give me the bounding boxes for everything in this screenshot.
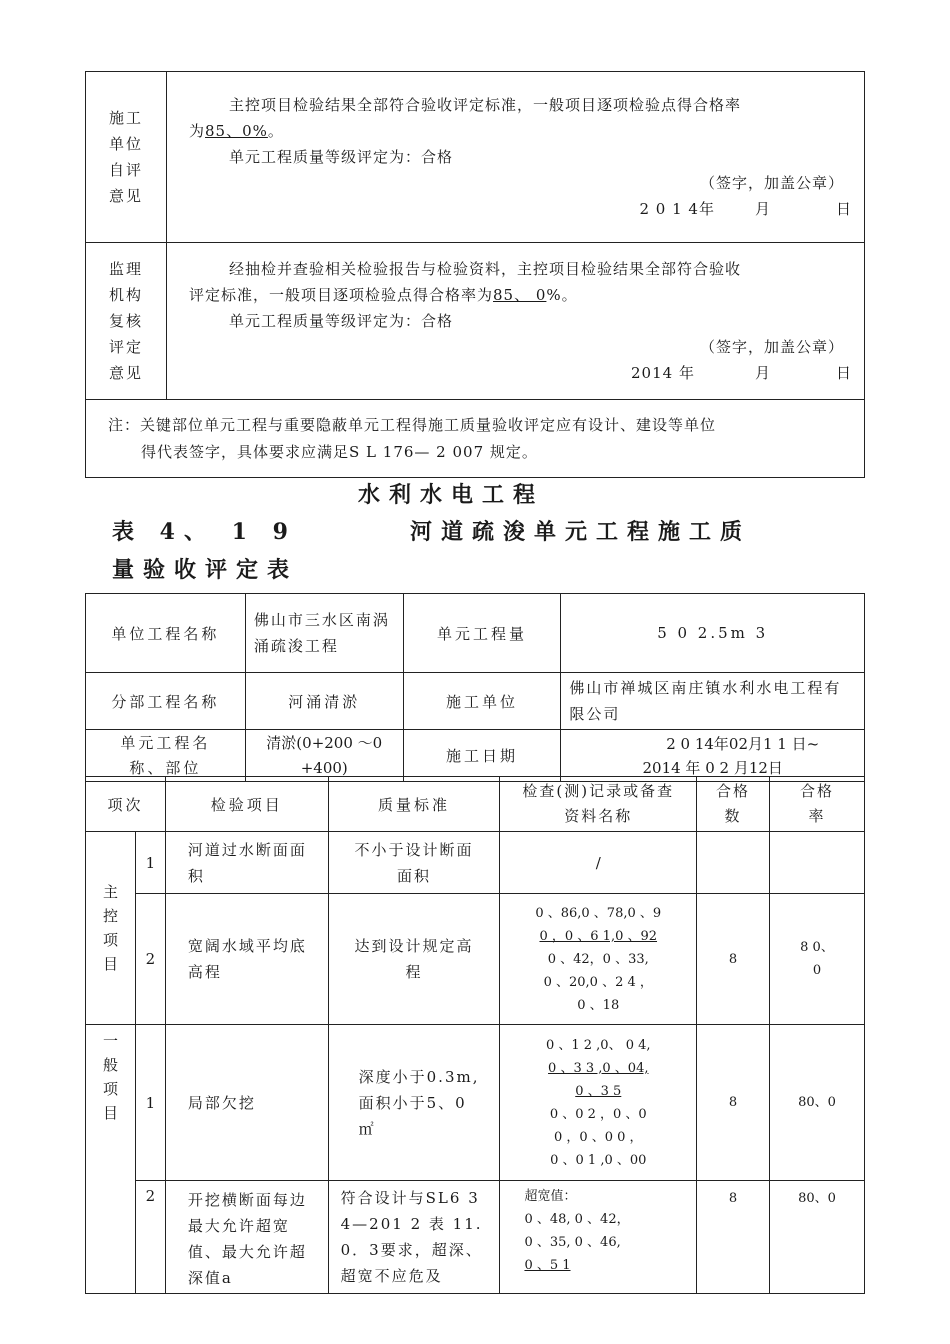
supervision-opinion: 经抽检并查验相关检验报告与检验资料，主控项目检验结果全部符合验收 评定标准，一般项目逐项检验点得合格率为85、 0%。 单元工程质量等级评定为：合格 （签字，加盖公章） 2014 年 月 日 [167, 243, 865, 400]
header-item: 检验项目 [165, 777, 328, 832]
header-count: 合格数 [697, 777, 770, 832]
record: / [500, 832, 697, 894]
heading-title-a: 河道疏浚单元工程施工质 [410, 519, 752, 545]
row-no: 1 [135, 1025, 165, 1181]
info-table [85, 593, 865, 782]
review-table [85, 71, 865, 478]
count [697, 832, 770, 894]
row-no: 2 [135, 1181, 165, 1294]
count: 8 [697, 1025, 770, 1181]
rate: 80、0 [770, 1181, 865, 1294]
count: 8 [697, 1181, 770, 1294]
construction-date: 2 0 14年02月1 1 日~ 2014 年 0 2 月12日 [561, 730, 865, 782]
element-value: 清淤(0+200 ～0 +400) [245, 730, 403, 782]
contractor-value: 佛山市禅城区南庄镇水利水电工程有限公司 [561, 673, 865, 730]
record: 超宽值： 0 、48, 0 、42， 0 、35, 0 、46, 0 、5 1 [500, 1181, 697, 1294]
heading-line1: 水利水电工程 [358, 482, 545, 508]
header-rate: 合格率 [770, 777, 865, 832]
header-record: 检查(测)记录或备查资料名称 [500, 777, 697, 832]
standard: 深度小于0.3m,面积小于5、0㎡ [328, 1025, 500, 1181]
item-name: 局部欠挖 [165, 1025, 328, 1181]
header-standard: 质量标准 [328, 777, 500, 832]
standard: 不小于设计断面面积 [328, 832, 500, 894]
record: 0 、1 2 ,0、 0 4, 0 、3 3 ,0 、04, 0 、3 5 0 、0 2 ，0 、0 0 ，0 、0 0 ， 0 、0 1 ,0 、00 [500, 1025, 697, 1181]
date-label: 施工日期 [403, 730, 561, 782]
rate [770, 832, 865, 894]
table-number: 表 4、 1 9 [112, 519, 297, 545]
heading-title-b: 量验收评定表 [112, 557, 299, 583]
general-group-label: 一般项目 [86, 1025, 136, 1294]
unit-project-label: 单位工程名称 [86, 594, 246, 673]
note: 注：关键部位单元工程与重要隐蔽单元工程得施工质量验收评定应有设计、建设等单位 得代表签字，具体要求应满足S L 176— 2 007 规定。 [86, 400, 865, 478]
unit-quantity-label: 单元工程量 [403, 594, 561, 673]
standard: 符合设计与SL6 3 4—201 2 表 11. 0．3要求，超深、超宽不应危及 [328, 1181, 500, 1294]
sub-project-value: 河涌清淤 [245, 673, 403, 730]
row-no: 1 [135, 832, 165, 894]
header-item-no: 项次 [86, 777, 166, 832]
item-name: 开挖横断面每边最大允许超宽值、最大允许超深值a [165, 1181, 328, 1294]
item-name: 宽阔水域平均底高程 [165, 894, 328, 1025]
construction-label: 施工 单位 自评 意见 [86, 72, 167, 243]
record: 0 、86,0 、78,0 、9 0 ，0 、6 1,0 、92 0 、42，0 、33, 0 、20,0 、2 4 ， 0 、18 [500, 894, 697, 1025]
unit-project-value: 佛山市三水区南涡涌疏浚工程 [245, 594, 403, 673]
contractor-label: 施工单位 [403, 673, 561, 730]
supervision-rate: 85、 0 [493, 286, 547, 304]
rate: 8 0、0 [770, 894, 865, 1025]
main-group-label: 主控项目 [86, 832, 136, 1025]
standard: 达到设计规定高程 [328, 894, 500, 1025]
count: 8 [697, 894, 770, 1025]
supervision-label: 监理 机构 复核 评定 意见 [86, 243, 167, 400]
item-name: 河道过水断面面积 [165, 832, 328, 894]
rate: 80、0 [770, 1025, 865, 1181]
construction-opinion: 主控项目检验结果全部符合验收评定标准，一般项目逐项检验点得合格率 为85、0%。 单元工程质量等级评定为：合格 （签字，加盖公章） 2 0 1 4年 月 日 [167, 72, 865, 243]
sub-project-label: 分部工程名称 [86, 673, 246, 730]
construction-rate: 85、0% [205, 122, 268, 140]
row-no: 2 [135, 894, 165, 1025]
inspection-table [85, 776, 865, 1294]
element-label: 单元工程名称、部位 [86, 730, 246, 782]
unit-quantity-value: 5 0 2.5m 3 [561, 594, 865, 673]
